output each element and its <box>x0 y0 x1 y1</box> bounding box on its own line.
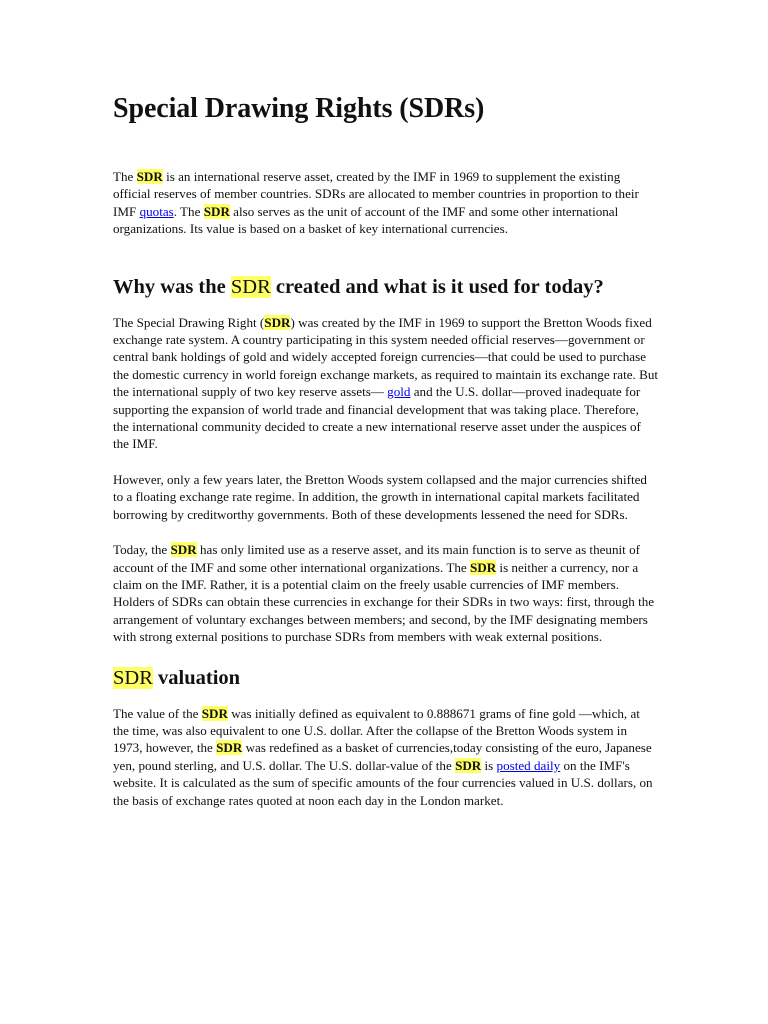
section-heading-valuation: SDR valuation <box>113 666 241 689</box>
document-body <box>113 90 658 827</box>
why-paragraph-1: The Special Drawing Right (SDR) was created by the IMF in 1969 to support the Bretton Woods fixed exchange rate system. A country participating in this system needed official reserves—government or central bank holdings of gold and widely accepted foreign currencies—that could be used to purchase the domestic currency in world foreign exchange markets, as required to maintain its exchange rate. But the international supply of two key reserve assets— gold and the U.S. dollar—proved inadequate for supporting the expansion of world trade and financial development that was taking place. Therefore, the international community decided to create a new international reserve asset under the auspices of the IMF. <box>113 314 659 452</box>
sdr-highlight: SDR <box>203 203 230 219</box>
sdr-highlight: SDR <box>264 314 291 330</box>
sdr-highlight: SDR <box>469 559 497 575</box>
quotas-link[interactable]: quotas <box>139 203 174 219</box>
sdr-highlight: SDR <box>201 705 228 721</box>
valuation-paragraph: The value of the SDR was initially defined as equivalent to 0.888671 grams of fine gold —which, at the time, was also equivalent to one U.S. dollar. After the collapse of the Bretton Woods system in 1973, however, the SDR was redefined as a basket of currencies,today consisting of the euro, Japanese yen, pound sterling, and U.S. dollar. The U.S. dollar-value of the SDR is posted daily on the IMF's website. It is calculated as the sum of specific amounts of the four currencies valued in U.S. dollars, on the basis of exchange rates quoted at noon each day in the London market. <box>113 705 653 808</box>
sdr-highlight: SDR <box>136 169 163 184</box>
sdr-highlight: SDR <box>230 275 271 298</box>
sdr-highlight: SDR <box>113 666 153 689</box>
sdr-highlight: SDR <box>170 542 197 558</box>
section-heading-why: Why was the SDR created and what is it used for today? <box>113 275 604 298</box>
sdr-highlight: SDR <box>455 757 482 773</box>
why-paragraph-3: Today, the SDR has only limited use as a reserve asset, and its main function is to serve as theunit of account of the IMF and some other international organizations. The SDR is neither a currency, nor a claim on the IMF. Rather, it is a potential claim on the freely usable currencies of IMF members. Holders of SDRs can obtain these currencies in exchange for their SDRs in two ways: first, through the arrangement of voluntary exchanges between members; and second, by the IMF designating members with strong external positions to purchase SDRs from members with weak external positions. <box>113 542 655 645</box>
why-paragraph-2: However, only a few years later, the Bretton Woods system collapsed and the major currencies shifted to a floating exchange rate regime. In addition, the growth in international capital markets facilitated borrowing by creditworthy governments. Both of these developments lessened the need for SDRs. <box>113 471 647 522</box>
posted-daily-link[interactable]: posted daily <box>496 757 561 773</box>
intro-paragraph: The SDR is an international reserve asset, created by the IMF in 1969 to supplement the existing official reserves of member countries. SDRs are allocated to member countries in proportion to their IMF quotas. The SDR also serves as the unit of account of the IMF and some other international organizations. Its value is based on a basket of key international currencies. <box>113 169 639 237</box>
page-title: Special Drawing Rights (SDRs) <box>113 93 485 124</box>
sdr-highlight: SDR <box>216 740 243 756</box>
gold-link[interactable]: gold <box>387 384 411 400</box>
